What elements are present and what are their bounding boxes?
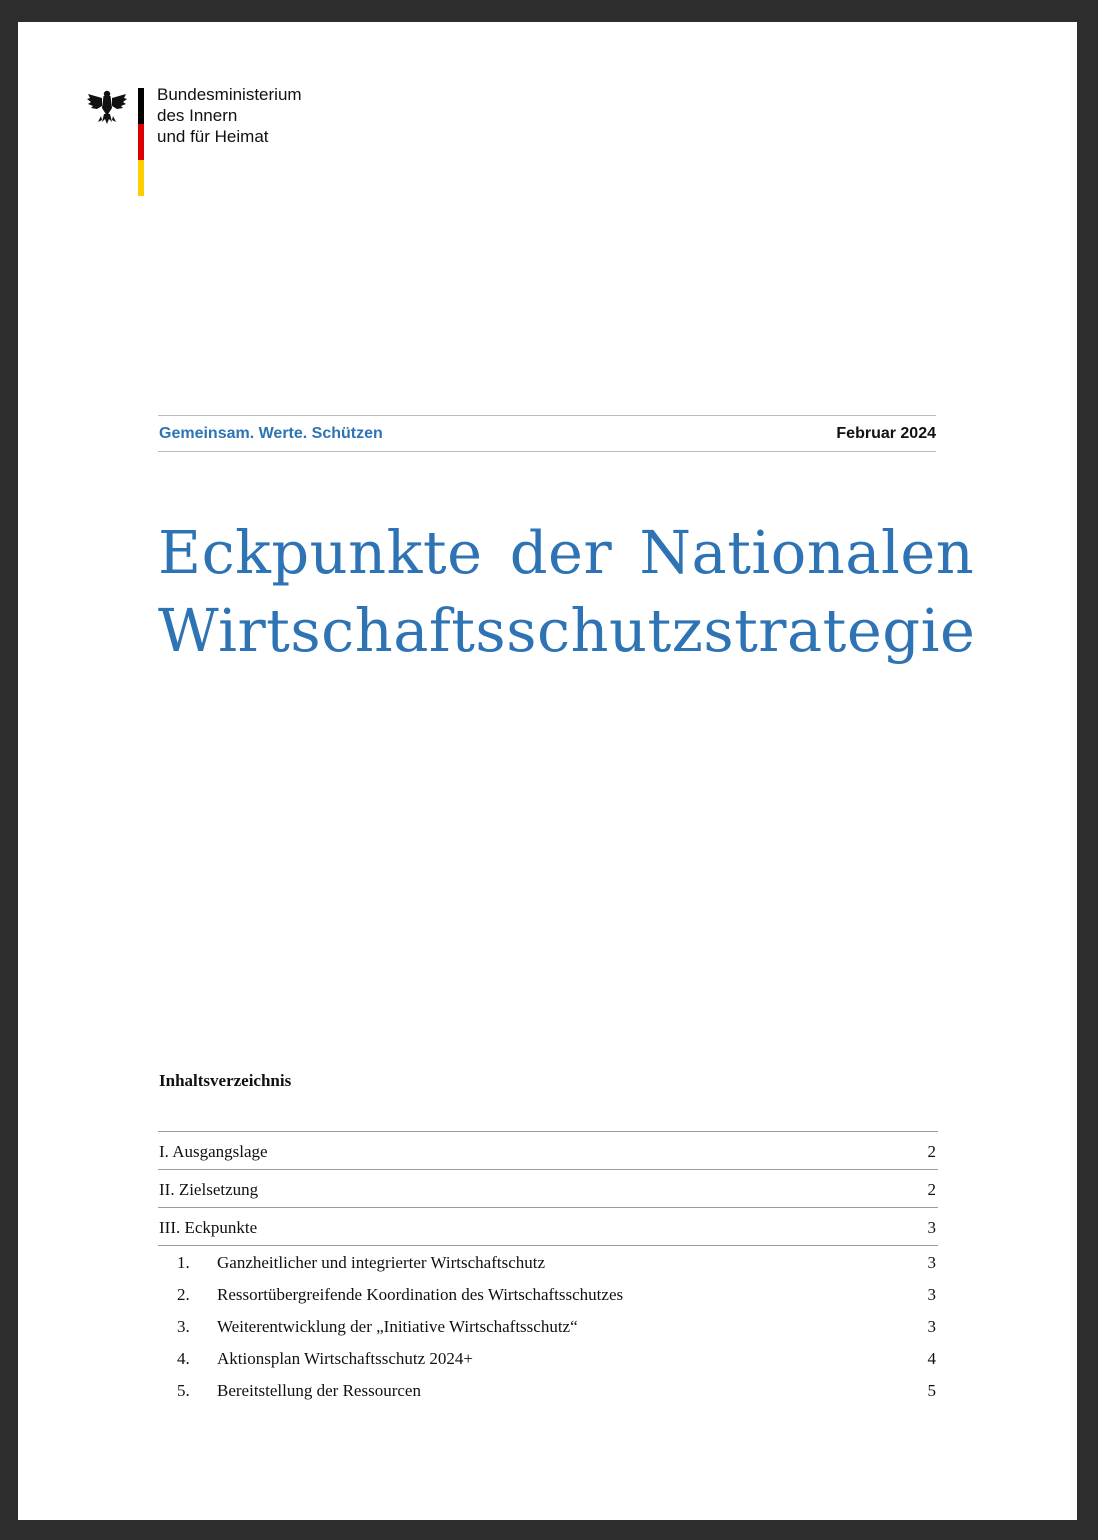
toc-subsections: [158, 1246, 938, 1408]
german-flag-bar: [138, 88, 144, 196]
toc-page-number: 3: [927, 1317, 936, 1336]
toc-subsection-3[interactable]: [158, 1312, 938, 1344]
toc-section-label: II. Zielsetzung: [159, 1180, 259, 1199]
toc-subsection-label: Ganzheitlicher und integrierter Wirtschaftschutz: [217, 1253, 546, 1272]
toc-subsection-label: Ressortübergreifende Koordination des Wirtschaftsschutzes: [217, 1285, 624, 1304]
toc-page-number: 3: [927, 1285, 936, 1304]
toc-subsection-number: 2.: [177, 1285, 190, 1304]
toc-subsection-number: 5.: [177, 1381, 190, 1400]
toc-subsection-label: Aktionsplan Wirtschaftsschutz 2024+: [217, 1349, 473, 1368]
title-line-1: Eckpunkte der Nationalen: [158, 518, 975, 587]
toc-section-1[interactable]: [158, 1131, 938, 1169]
ministry-line-2: des Innern: [157, 106, 238, 125]
document-title: [158, 514, 976, 670]
toc-subsection-5[interactable]: [158, 1376, 938, 1408]
toc-page-number: 3: [927, 1253, 936, 1272]
toc-heading: Inhaltsverzeichnis: [159, 1071, 292, 1090]
toc-page-number: 4: [927, 1349, 936, 1368]
toc-subsection-1[interactable]: [158, 1248, 938, 1280]
slogan: Gemeinsam. Werte. Schützen: [159, 425, 383, 442]
table-of-contents: [158, 1131, 938, 1408]
toc-subsection-label: Weiterentwicklung der „Initiative Wirtschaftsschutz“: [217, 1317, 578, 1336]
ministry-line-3: und für Heimat: [157, 127, 269, 146]
toc-subsection-label: Bereitstellung der Ressourcen: [217, 1381, 421, 1400]
toc-section-2[interactable]: [158, 1169, 938, 1207]
toc-subsection-number: 3.: [177, 1317, 190, 1336]
toc-page-number: 5: [927, 1381, 936, 1400]
toc-subsection-4[interactable]: [158, 1344, 938, 1376]
publication-date: Februar 2024: [836, 425, 936, 442]
ministry-name: [157, 84, 357, 147]
toc-subsection-number: 4.: [177, 1349, 190, 1368]
header-rule-bottom: [158, 451, 936, 452]
document-page: [18, 22, 1077, 1520]
federal-eagle-icon: [86, 86, 128, 128]
header-rule-top: [158, 415, 936, 416]
toc-page-number: 3: [927, 1218, 936, 1237]
toc-section-label: III. Eckpunkte: [159, 1218, 258, 1237]
title-line-2: Wirtschaftsschutzstrategie: [158, 596, 976, 665]
toc-subsection-2[interactable]: [158, 1280, 938, 1312]
toc-section-3[interactable]: [158, 1207, 938, 1246]
toc-page-number: 2: [927, 1142, 936, 1161]
toc-section-label: I. Ausgangslage: [159, 1142, 268, 1161]
toc-page-number: 2: [927, 1180, 936, 1199]
toc-subsection-number: 1.: [177, 1253, 190, 1272]
ministry-logo: [86, 86, 346, 198]
ministry-line-1: Bundesministerium: [157, 85, 302, 104]
